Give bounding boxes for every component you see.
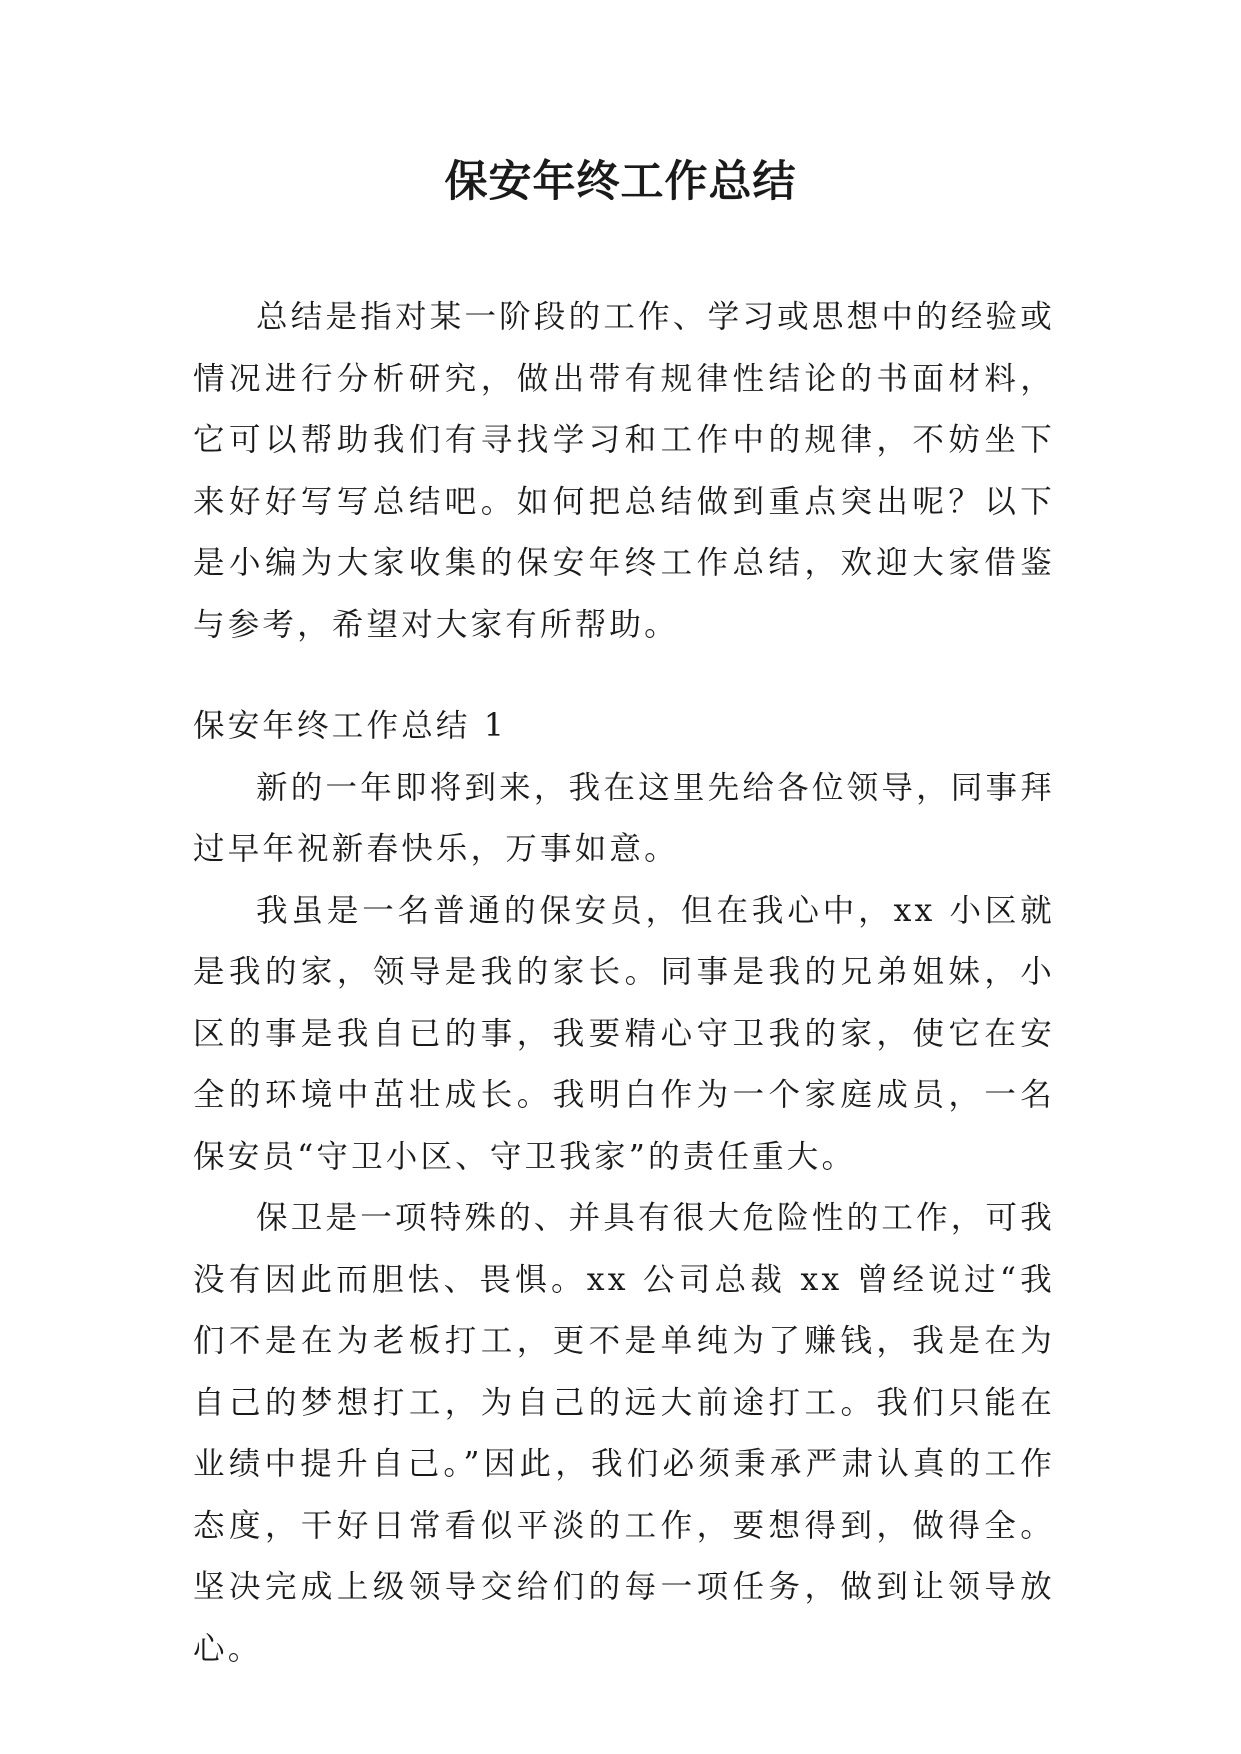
section-paragraph-2: 我虽是一名普通的保安员，但在我心中，xx 小区就是我的家，领导是我的家长。同事是我的兄弟姐妹，小区的事是我自已的事，我要精心守卫我的家，使它在安全的环境中茁壮成长。我明白作为一个家庭成员，一名保安员“守卫小区、守卫我家”的责任重大。 — [193, 892, 1055, 1175]
section-heading: 保安年终工作总结 1 — [193, 708, 508, 744]
document-title: 保安年终工作总结 — [444, 157, 797, 207]
intro-paragraph: 总结是指对某一阶段的工作、学习或思想中的经验或情况进行分析研究，做出带有规律性结论的书面材料，它可以帮助我们有寻找学习和工作中的规律，不妨坐下来好好写写总结吧。如何把总结做到重点突出呢？以下是小编为大家收集的保安年终工作总结，欢迎大家借鉴与参考，希望对大家有所帮助。 — [193, 299, 1055, 643]
section-paragraph-1: 新的一年即将到来，我在这里先给各位领导，同事拜过早年祝新春快乐，万事如意。 — [193, 769, 1055, 867]
section-1 — [193, 696, 1055, 1680]
section-paragraph-3: 保卫是一项特殊的、并具有很大危险性的工作，可我没有因此而胆怯、畏惧。xx 公司总裁 xx 曾经说过“我们不是在为老板打工，更不是单纯为了赚钱，我是在为自己的梦想打工，为自己的远大前途打工。我们只能在业绩中提升自己。”因此，我们必须秉承严肃认真的工作态度，干好日常看似平淡的工作，要想得到，做得全。坚决完成上级领导交给们的每一项任务，做到让领导放心。 — [193, 1200, 1055, 1667]
